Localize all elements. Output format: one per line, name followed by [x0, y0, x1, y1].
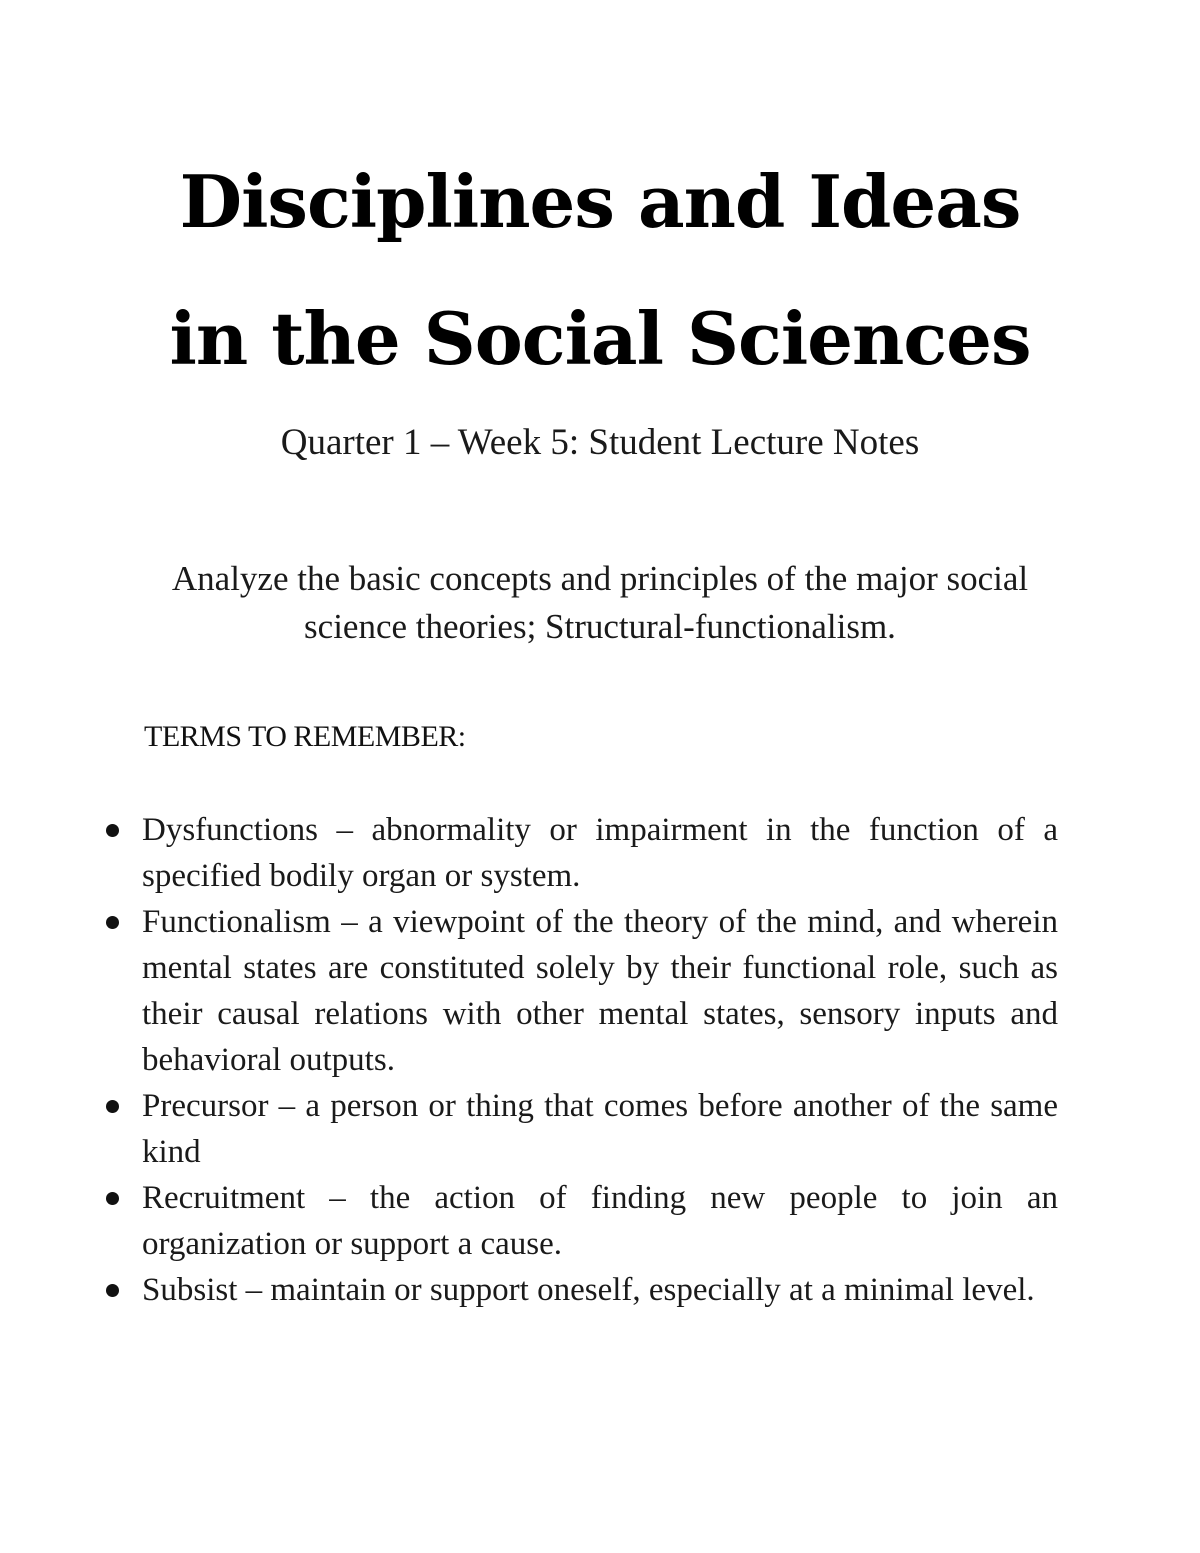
bullet-icon [106, 1192, 119, 1205]
bullet-icon [106, 824, 119, 837]
term-text: Functionalism – a viewpoint of the theory of the mind, and wherein mental states are constituted solely by their functional role, such as their causal relations with other mental states, sensory inputs and behavioral outputs. [142, 904, 1058, 1078]
learning-objective: Analyze the basic concepts and principles of the major social science theories; Structural-functionalism. [171, 559, 1029, 646]
term-item [142, 899, 1058, 1083]
term-text: Subsist – maintain or support oneself, especially at a minimal level. [142, 1272, 1035, 1308]
term-item [142, 807, 1058, 899]
bullet-icon [106, 1284, 119, 1297]
term-text: Dysfunctions – abnormality or impairment in the function of a specified bodily organ or system. [142, 812, 1058, 894]
document-subtitle: Quarter 1 – Week 5: Student Lecture Notes [280, 422, 920, 463]
term-item [142, 1175, 1058, 1267]
terms-list [142, 807, 1058, 1313]
document-title-line-1: Disciplines and Ideas [179, 159, 1021, 244]
term-item [142, 1083, 1058, 1175]
bullet-icon [106, 1100, 119, 1113]
term-item [142, 1267, 1058, 1313]
document-title-line-2: in the Social Sciences [169, 296, 1031, 381]
term-text: Precursor – a person or thing that comes before another of the same kind [142, 1088, 1058, 1170]
term-text: Recruitment – the action of finding new people to join an organization or support a cause. [142, 1180, 1058, 1262]
terms-heading: TERMS TO REMEMBER: [144, 720, 466, 753]
bullet-icon [106, 916, 119, 929]
